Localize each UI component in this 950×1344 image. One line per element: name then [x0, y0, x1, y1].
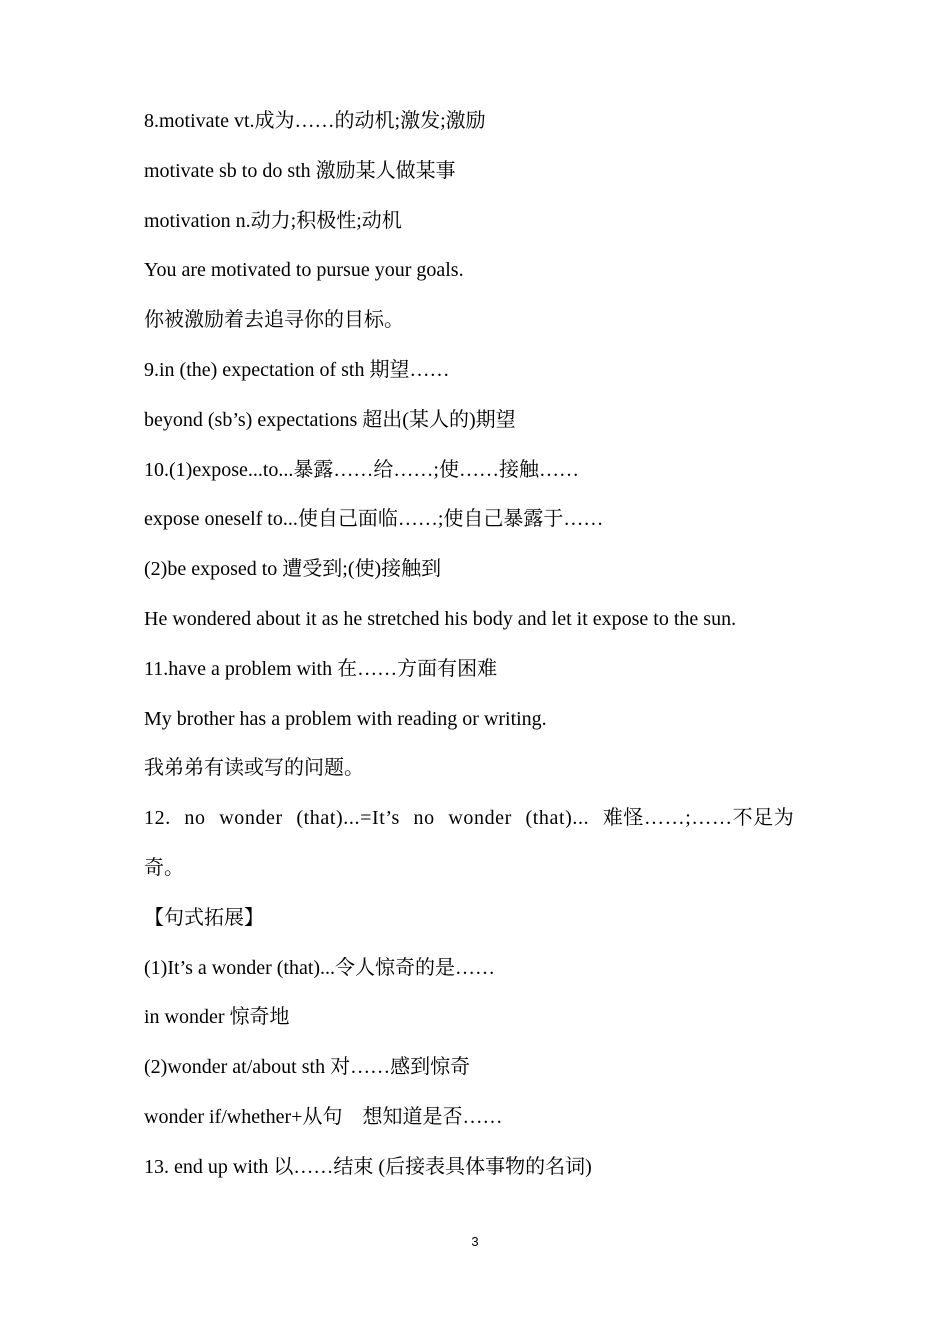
document-body: [144, 104, 810, 1200]
text-line: 你被激励着去追寻你的目标。: [144, 309, 404, 332]
text-line: (2)wonder at/about sth 对……感到惊奇: [144, 1056, 471, 1079]
text-line: He wondered about it as he stretched his body and let it expose to the sun.: [144, 607, 737, 630]
text-line: 奇。: [144, 856, 184, 879]
section-heading: 【句式拓展】: [144, 906, 264, 929]
text-line: 我弟弟有读或写的问题。: [144, 757, 364, 780]
text-line: You are motivated to pursue your goals.: [144, 259, 464, 282]
text-line: 11.have a problem with 在……方面有困难: [144, 657, 498, 680]
text-line: 12. no wonder (that)...=It’s no wonder (that)... 难怪……;……不足为: [144, 807, 795, 830]
text-line: 8.motivate vt.成为……的动机;激发;激励: [144, 110, 486, 132]
text-line: (2)be exposed to 遭受到;(使)接触到: [144, 558, 442, 581]
text-line: expose oneself to...使自己面临……;使自己暴露于……: [144, 508, 604, 531]
text-line: wonder if/whether+从句 想知道是否……: [144, 1105, 503, 1128]
page-number: 3: [471, 1234, 479, 1249]
text-line: My brother has a problem with reading or writing.: [144, 707, 547, 730]
text-line: motivate sb to do sth 激励某人做某事: [144, 159, 456, 182]
text-line: beyond (sb’s) expectations 超出(某人的)期望: [144, 408, 516, 431]
text-line: 9.in (the) expectation of sth 期望……: [144, 358, 450, 381]
text-line: (1)It’s a wonder (that)...令人惊奇的是……: [144, 956, 496, 979]
text-line: in wonder 惊奇地: [144, 1006, 290, 1029]
text-line: 13. end up with 以……结束 (后接表具体事物的名词): [144, 1155, 592, 1178]
text-line: motivation n.动力;积极性;动机: [144, 209, 402, 232]
text-line: 10.(1)expose...to...暴露……给……;使……接触……: [144, 458, 579, 481]
